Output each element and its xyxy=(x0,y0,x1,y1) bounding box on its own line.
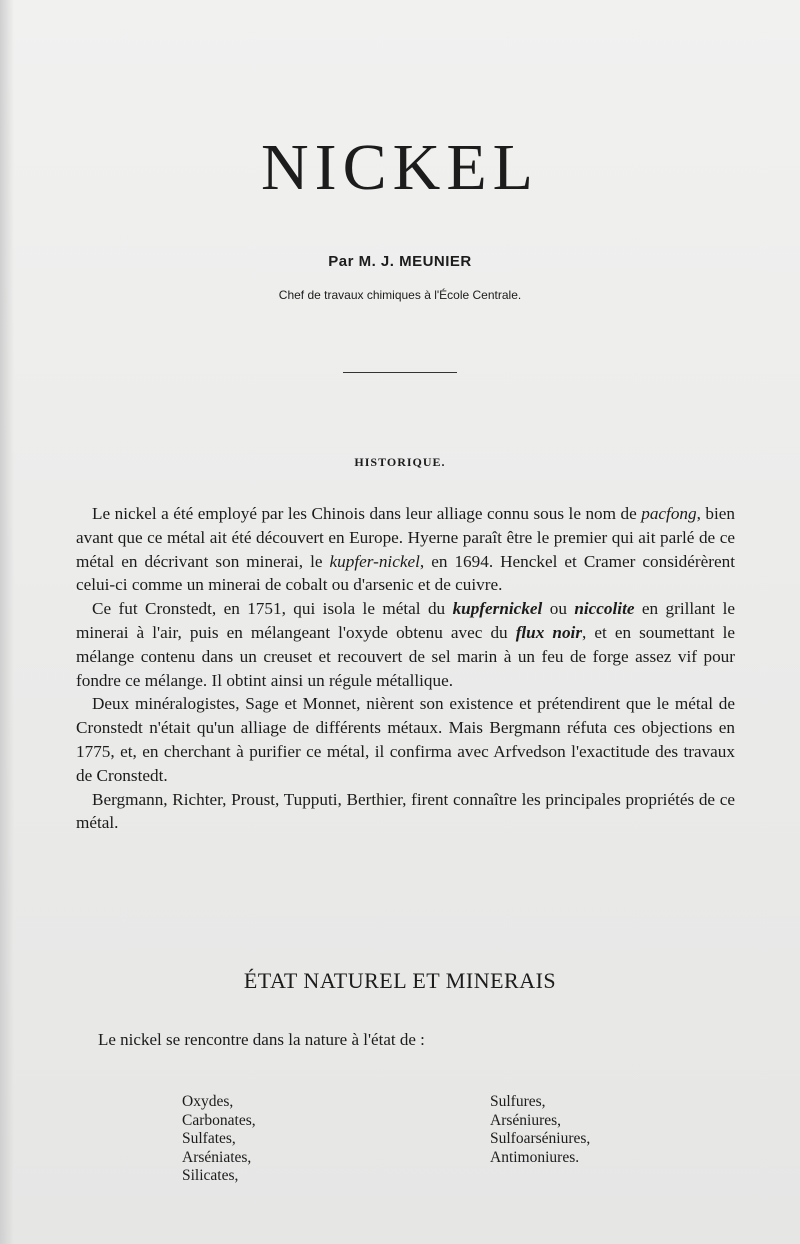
term-kupfer-nickel: kupfer-nickel xyxy=(329,551,420,571)
section-heading-etat-naturel: ÉTAT NATUREL ET MINERAIS xyxy=(243,968,557,993)
term-pacfong: pacfong xyxy=(641,504,697,523)
list-item: Sulfates, xyxy=(182,1130,236,1147)
section-heading-historique: HISTORIQUE. xyxy=(354,455,446,469)
minerals-list-left xyxy=(182,1093,256,1186)
title-divider xyxy=(343,372,457,373)
page-title: NICKEL xyxy=(261,131,539,204)
paragraph-1-text-a: Le nickel a été employé par les Chinois dans leur alliage connu sous le nom de xyxy=(92,504,642,523)
term-kupfernickel: kupfernickel xyxy=(452,599,543,619)
term-niccolite: niccolite xyxy=(574,599,635,619)
list-item: Silicates, xyxy=(182,1167,239,1184)
minerals-intro: Le nickel se rencontre dans la nature à l'état de : xyxy=(98,1030,425,1049)
list-item: Sulfoarséniures, xyxy=(490,1130,591,1147)
paragraph-1-text-c: , en 1694. Henckel et Cramer considérèrent celui-ci comme un minerai de cobalt ou d'arsenic et de cuivre. xyxy=(76,551,735,595)
list-item: Oxydes, xyxy=(182,1093,234,1110)
list-item: Arséniates, xyxy=(182,1148,252,1166)
paragraph-2-text-a: Ce fut Cronstedt, en 1751, qui isola le métal du xyxy=(92,599,453,619)
historique-body xyxy=(76,502,735,835)
paragraph-4: Bergmann, Richter, Proust, Tupputi, Berthier, firent connaître les principales propriétés de ce métal. xyxy=(76,789,735,833)
list-item: Sulfures, xyxy=(490,1093,546,1110)
paragraph-3: Deux minéralogistes, Sage et Monnet, nièrent son existence et prétendirent que le métal de Cronstedt n'était qu'un alliage de différents métaux. Mais Bergmann réfuta ces objections en 1775, et, en cherchant à purifier ce métal, il confirma avec Arfvedson l'exactitude des travaux de Cronstedt. xyxy=(76,694,735,785)
author-line: Par M. J. MEUNIER xyxy=(328,253,472,270)
paragraph-2-text-d: , et en soumettant le mélange contenu dans un creuset et recouvert de sel marin à un feu de forge assez vif pour fondre ce mélange. Il obtint ainsi un régule métallique. xyxy=(76,622,735,690)
list-item: Carbonates, xyxy=(182,1111,256,1129)
paragraph-1-text-b: , bien avant que ce métal ait été découvert en Europe. Hyerne paraît être le premier qui ait parlé de ce métal en décrivant son minerai, le xyxy=(76,504,735,571)
author-affiliation: Chef de travaux chimiques à l'École Centrale. xyxy=(278,288,522,302)
paragraph-2-text-c: en grillant le minerai à l'air, puis en mélangeant l'oxyde obtenu avec du xyxy=(76,599,735,642)
list-item: Arséniures, xyxy=(490,1111,562,1129)
minerals-list-right xyxy=(490,1093,590,1167)
paragraph-1 xyxy=(76,502,735,597)
paragraph-2 xyxy=(76,597,735,692)
term-flux-noir: flux noir xyxy=(515,622,583,642)
list-item: Antimoniures. xyxy=(490,1148,580,1166)
paragraph-2-text-b: ou xyxy=(542,599,575,619)
